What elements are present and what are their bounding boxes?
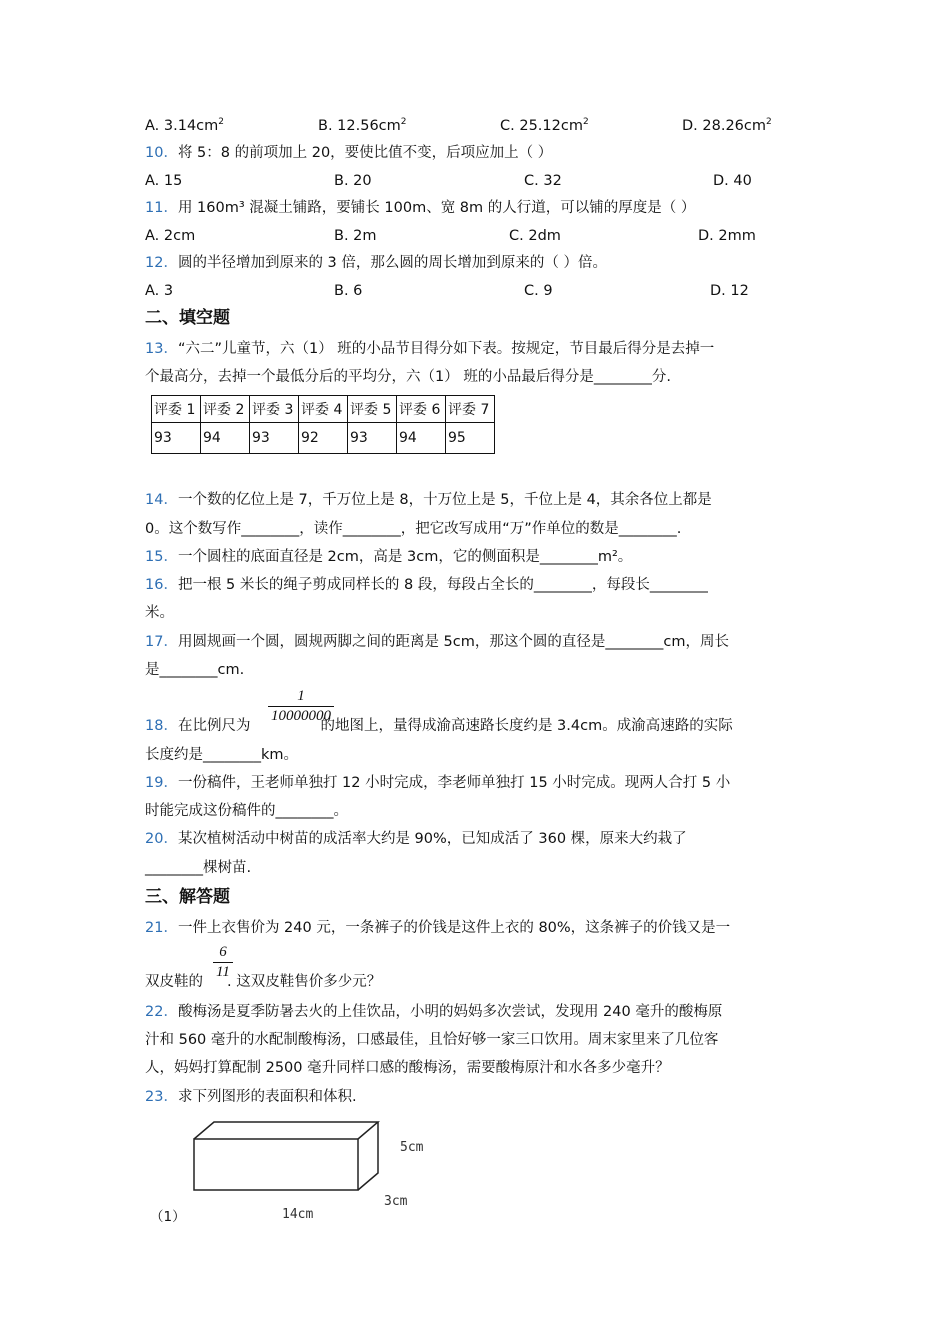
q16-line2: 米。 bbox=[145, 605, 174, 621]
table-cell: 94 bbox=[397, 423, 446, 454]
q9-option-c: C. $25.12cm^2$ bbox=[500, 117, 589, 134]
q12-text: 12．圆的半径增加到原来的 3 倍，那么圆的周长增加到原来的（ ）倍。 bbox=[145, 255, 608, 271]
cuboid-length-label: 14cm bbox=[282, 1207, 314, 1222]
q19-line1: 19．一份稿件，王老师单独打 12 小时完成，李老师单独打 15 小时完成。现两人合打 5 小 bbox=[145, 775, 731, 791]
q20-line1: 20．某次植树活动中树苗的成活率大约是 90%，已知成活了 360 棵，原来大约栽了 bbox=[145, 831, 687, 847]
section-fill-in-heading: 二、填空题 bbox=[145, 308, 230, 328]
q10-option-d: D. 40 bbox=[713, 173, 752, 189]
q22-line3: 人，妈妈打算配制 2500 毫升同样口感的酸梅汤，需要酸梅原汁和水各多少毫升？ bbox=[145, 1060, 670, 1076]
q11-option-b: B. 2m bbox=[334, 228, 377, 244]
table-header-cell: 评委 1 bbox=[152, 396, 201, 423]
table-header-cell: 评委 2 bbox=[201, 396, 250, 423]
table-cell: 93 bbox=[152, 423, 201, 454]
table-cell: 95 bbox=[446, 423, 495, 454]
table-header-cell: 评委 3 bbox=[250, 396, 299, 423]
table-header-cell: 评委 4 bbox=[299, 396, 348, 423]
cuboid-width-label: 3cm bbox=[384, 1194, 408, 1209]
q15-text: 15．一个圆柱的底面直径是 2cm，高是 3cm，它的侧面积是________m²。 bbox=[145, 549, 633, 565]
table-header-cell: 评委 6 bbox=[397, 396, 446, 423]
q22-line2: 汁和 560 毫升的水配制酸梅汤，口感最佳，且恰好够一家三口饮用。周末家里来了几位客 bbox=[145, 1032, 719, 1048]
fraction-denominator: 10000000 bbox=[271, 708, 331, 724]
q17-line1: 17．用圆规画一个圆，圆规两脚之间的距离是 5cm，那这个圆的直径是________cm，周长 bbox=[145, 634, 729, 650]
q18-line1: 18．在比例尺为 的地图上，量得成渝高速路长度约是 3.4cm。成渝高速路的实际 bbox=[145, 718, 733, 734]
table-header-row bbox=[152, 396, 495, 423]
q12-option-d: D. 12 bbox=[710, 283, 749, 299]
q9-option-d: D. $28.26cm^2$ bbox=[682, 117, 772, 134]
fraction-numerator: 6 bbox=[219, 944, 227, 960]
table-cell: 93 bbox=[250, 423, 299, 454]
q18-line2: 长度约是________km。 bbox=[145, 747, 299, 763]
q14-line1: 14．一个数的亿位上是 7，千万位上是 8，十万位上是 5，千位上是 4，其余各位上都是 bbox=[145, 492, 712, 508]
q21-line2: 双皮鞋的 . 这双皮鞋售价多少元？ bbox=[145, 974, 382, 990]
table-cell: 93 bbox=[348, 423, 397, 454]
q11-text: 11．用 160m³ 混凝土铺路，要铺长 100m、宽 8m 的人行道，可以铺的厚度是（ ） bbox=[145, 200, 696, 216]
q12-option-c: C. 9 bbox=[524, 283, 553, 299]
figure-label: （1） bbox=[150, 1209, 186, 1225]
cuboid-side-face bbox=[358, 1122, 378, 1190]
q11-option-a: A. 2cm bbox=[145, 228, 196, 244]
q12-option-a: A. 3 bbox=[145, 283, 174, 299]
cuboid-top-face bbox=[194, 1122, 378, 1139]
cuboid-front-face bbox=[194, 1139, 358, 1190]
q10-option-a: A. 15 bbox=[145, 173, 183, 189]
fraction-denominator: 11 bbox=[216, 964, 230, 980]
section-answer-heading: 三、解答题 bbox=[145, 887, 230, 907]
q13-line1: 13．“六二”儿童节，六（1） 班的小品节目得分如下表。按规定，节目最后得分是去掉一 bbox=[145, 341, 715, 357]
q10-option-c: C. 32 bbox=[524, 173, 562, 189]
q10-text: 10．将 5：8 的前项加上 20，要使比值不变，后项应加上（ ） bbox=[145, 145, 553, 161]
q12-option-b: B. 6 bbox=[334, 283, 363, 299]
table-cell: 94 bbox=[201, 423, 250, 454]
q19-line2: 时能完成这份稿件的________。 bbox=[145, 803, 348, 819]
q13-line2: 个最高分，去掉一个最低分后的平均分，六（1） 班的小品最后得分是________分. bbox=[145, 369, 671, 385]
fraction-numerator: 1 bbox=[297, 688, 305, 704]
q11-option-d: D. 2mm bbox=[698, 228, 756, 244]
q14-line2: 0。这个数写作________，读作________，把它改写成用“万”作单位的数是________. bbox=[145, 521, 682, 537]
cuboid-figure bbox=[180, 1115, 380, 1195]
q23-text: 23．求下列图形的表面积和体积. bbox=[145, 1089, 357, 1105]
q17-line2: 是________cm. bbox=[145, 662, 245, 678]
q16-line1: 16．把一根 5 米长的绳子剪成同样长的 8 段，每段占全长的________，每段长________ bbox=[145, 577, 708, 593]
q11-option-c: C. 2dm bbox=[509, 228, 561, 244]
q10-option-b: B. 20 bbox=[334, 173, 372, 189]
q9-option-b: B. $12.56cm^2$ bbox=[318, 117, 407, 134]
q22-line1: 22．酸梅汤是夏季防暑去火的上佳饮品，小明的妈妈多次尝试，发现用 240 毫升的酸梅原 bbox=[145, 1004, 723, 1020]
q21-line1: 21．一件上衣售价为 240 元，一条裤子的价钱是这件上衣的 80%，这条裤子的价钱又是一 bbox=[145, 920, 731, 936]
score-table bbox=[151, 395, 495, 454]
q9-option-a: A. $3.14cm^2$ bbox=[145, 117, 224, 134]
table-header-cell: 评委 5 bbox=[348, 396, 397, 423]
table-row bbox=[152, 423, 495, 454]
q20-line2: ________棵树苗. bbox=[145, 860, 252, 876]
table-cell: 92 bbox=[299, 423, 348, 454]
cuboid-height-label: 5cm bbox=[400, 1140, 424, 1155]
table-header-cell: 评委 7 bbox=[446, 396, 495, 423]
